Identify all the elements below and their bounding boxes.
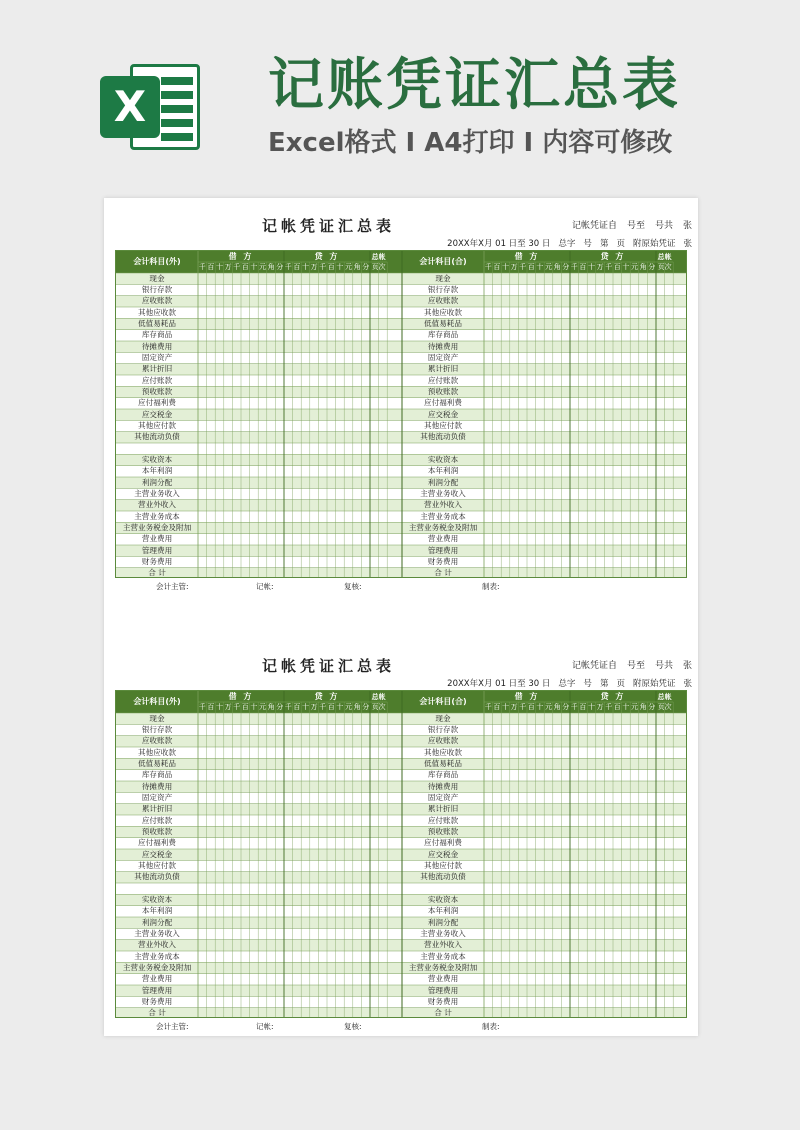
footer-signature-label: 复核: <box>344 1022 362 1031</box>
amount-unit-header: 百 <box>327 263 335 271</box>
account-label: 应付账款 <box>141 815 173 825</box>
account-label: 待摊费用 <box>427 341 459 351</box>
amount-unit-header: 千 <box>198 263 206 271</box>
amount-unit-header: 千 <box>570 263 578 271</box>
account-label: 累计折旧 <box>141 804 173 814</box>
account-label: 应收账款 <box>427 736 459 746</box>
amount-unit-header: 角 <box>353 703 361 711</box>
amount-unit-header: 元 <box>544 703 552 711</box>
footer-signature-label: 制表: <box>482 582 500 591</box>
right-subject-header: 会计科目(合) <box>419 257 467 266</box>
account-label: 管理费用 <box>427 985 459 995</box>
amount-unit-header: 百 <box>327 703 335 711</box>
debit-header: 借 方 <box>514 692 540 701</box>
amount-unit-header: 元 <box>258 703 266 711</box>
account-label: 待摊费用 <box>141 341 173 351</box>
voucher-meta-field: 号至 <box>626 661 645 671</box>
debit-header: 借 方 <box>228 252 254 261</box>
account-label: 管理费用 <box>427 545 459 555</box>
account-label: 预收账款 <box>141 826 173 836</box>
account-label: 银行存款 <box>427 284 459 294</box>
account-label: 主营业务成本 <box>420 511 466 521</box>
amount-unit-header: 十 <box>301 263 309 271</box>
amount-unit-header: 千 <box>605 263 613 271</box>
amount-unit-header: 十 <box>336 703 344 711</box>
amount-unit-header: 十 <box>215 263 223 271</box>
amount-unit-header: 百 <box>527 703 535 711</box>
account-label: 库存商品 <box>141 770 173 780</box>
account-label: 其他应收款 <box>424 747 462 757</box>
account-label: 现金 <box>149 713 165 723</box>
voucher-date: 20XX年X月 01 日至 30 日 <box>447 679 551 689</box>
amount-unit-header: 角 <box>353 263 361 271</box>
amount-unit-header: 千 <box>519 263 527 271</box>
account-label: 库存商品 <box>427 330 459 340</box>
voucher-date-line <box>447 678 692 690</box>
footer-signature-label: 记帐: <box>256 582 274 591</box>
voucher-date-line <box>447 238 692 250</box>
account-label: 实收资本 <box>427 894 459 904</box>
amount-unit-header: 十 <box>501 703 509 711</box>
amount-unit-header: 万 <box>510 703 518 711</box>
voucher-meta-field: 张 <box>682 661 692 671</box>
account-label: 其他应付款 <box>424 860 462 870</box>
amount-unit-header: 分 <box>562 263 570 271</box>
account-label: 应交税金 <box>427 409 459 419</box>
amount-unit-header: 百 <box>493 703 501 711</box>
account-label: 财务费用 <box>427 556 459 566</box>
account-label: 主营业务收入 <box>420 928 466 938</box>
account-label: 实收资本 <box>427 454 459 464</box>
account-label: 预收账款 <box>427 826 459 836</box>
account-label: 其他应收款 <box>424 307 462 317</box>
amount-unit-header: 百 <box>527 263 535 271</box>
account-label: 营业外收入 <box>138 940 176 950</box>
amount-unit-header: 十 <box>587 703 595 711</box>
amount-unit-header: 万 <box>224 703 232 711</box>
amount-unit-header: 千 <box>233 263 241 271</box>
amount-unit-header: 百 <box>207 263 215 271</box>
account-label: 主营业务税金及附加 <box>122 522 192 532</box>
account-label: 管理费用 <box>141 545 173 555</box>
amount-unit-header: 元 <box>344 263 352 271</box>
voucher-title: 记帐凭证汇总表 <box>262 657 396 675</box>
account-label: 营业外收入 <box>424 500 462 510</box>
ledger-page-header: 页次 <box>371 263 386 271</box>
amount-unit-header: 分 <box>362 703 370 711</box>
account-label: 应交税金 <box>141 849 173 859</box>
account-label: 应付福利费 <box>138 398 176 408</box>
ledger-header: 总帐 <box>657 253 672 261</box>
debit-header: 借 方 <box>228 692 254 701</box>
amount-unit-header: 十 <box>501 263 509 271</box>
account-label: 待摊费用 <box>427 781 459 791</box>
footer-signature-label: 复核: <box>344 582 362 591</box>
amount-unit-header: 百 <box>241 703 249 711</box>
credit-header: 贷 方 <box>314 692 340 701</box>
account-label: 营业费用 <box>141 974 173 984</box>
account-label: 本年利润 <box>427 466 459 476</box>
account-label: 现金 <box>149 273 165 283</box>
voucher-meta-field: 张 <box>682 221 692 231</box>
account-label: 营业费用 <box>427 974 459 984</box>
account-label: 主营业务收入 <box>134 928 180 938</box>
account-label: 主营业务成本 <box>134 511 180 521</box>
account-label: 库存商品 <box>141 330 173 340</box>
amount-unit-header: 千 <box>570 703 578 711</box>
amount-unit-header: 分 <box>562 703 570 711</box>
voucher-form-2 <box>104 656 698 1056</box>
account-label: 实收资本 <box>141 894 173 904</box>
amount-unit-header: 万 <box>596 263 604 271</box>
account-label: 财务费用 <box>141 556 173 566</box>
account-label: 本年利润 <box>141 466 173 476</box>
voucher-meta-field: 记帐凭证自 <box>571 221 617 231</box>
amount-unit-header: 百 <box>579 263 587 271</box>
amount-unit-header: 角 <box>639 703 647 711</box>
account-label: 合 计 <box>434 568 452 578</box>
account-label: 低值易耗品 <box>138 758 176 768</box>
account-label: 应收账款 <box>141 296 173 306</box>
amount-unit-header: 百 <box>207 703 215 711</box>
amount-unit-header: 十 <box>336 263 344 271</box>
voucher-date-field: 号 <box>583 239 592 249</box>
ledger-header: 总帐 <box>371 693 386 701</box>
voucher-date-field: 页 <box>616 679 625 689</box>
amount-unit-header: 万 <box>310 703 318 711</box>
amount-unit-header: 角 <box>639 263 647 271</box>
account-label: 财务费用 <box>141 996 173 1006</box>
voucher-title: 记帐凭证汇总表 <box>262 217 396 235</box>
account-label: 其他流动负债 <box>420 872 466 882</box>
amount-unit-header: 千 <box>198 703 206 711</box>
account-label: 主营业务收入 <box>134 488 180 498</box>
ledger-page-header: 页次 <box>371 703 386 711</box>
amount-unit-header: 角 <box>267 703 275 711</box>
account-label: 固定资产 <box>141 792 173 802</box>
amount-unit-header: 百 <box>613 703 621 711</box>
account-label: 银行存款 <box>427 724 459 734</box>
voucher-meta-field: 记帐凭证自 <box>571 661 617 671</box>
voucher-date-field: 号 <box>583 679 592 689</box>
amount-unit-header: 十 <box>587 263 595 271</box>
amount-unit-header: 百 <box>293 263 301 271</box>
credit-header: 贷 方 <box>314 252 340 261</box>
amount-unit-header: 元 <box>544 263 552 271</box>
footer-signature-label: 会计主管: <box>156 582 189 591</box>
account-label: 累计折旧 <box>427 364 459 374</box>
account-label: 应收账款 <box>141 736 173 746</box>
amount-unit-header: 十 <box>215 703 223 711</box>
amount-unit-header: 万 <box>596 703 604 711</box>
voucher-date-field: 总字 <box>558 679 576 689</box>
voucher-number-range <box>562 660 692 672</box>
excel-x-badge: X <box>100 76 160 138</box>
account-label: 待摊费用 <box>141 781 173 791</box>
account-label: 现金 <box>435 273 451 283</box>
amount-unit-header: 万 <box>510 263 518 271</box>
debit-header: 借 方 <box>514 252 540 261</box>
amount-unit-header: 分 <box>362 263 370 271</box>
account-label: 营业费用 <box>141 534 173 544</box>
footer-signature-label: 会计主管: <box>156 1022 189 1031</box>
left-subject-header: 会计科目(外) <box>133 257 181 266</box>
account-label: 营业外收入 <box>138 500 176 510</box>
account-label: 预收账款 <box>427 386 459 396</box>
amount-unit-header: 千 <box>319 263 327 271</box>
account-label: 其他应付款 <box>138 420 176 430</box>
voucher-date-field: 总字 <box>558 239 576 249</box>
account-label: 应付福利费 <box>138 838 176 848</box>
summary-table <box>115 690 687 1018</box>
amount-unit-header: 千 <box>284 263 292 271</box>
ledger-header: 总帐 <box>657 693 672 701</box>
account-label: 其他应付款 <box>424 420 462 430</box>
ledger-header: 总帐 <box>371 253 386 261</box>
account-label: 其他应收款 <box>138 747 176 757</box>
banner-subtitle: Excel格式 I A4打印 I 内容可修改 <box>268 128 673 158</box>
voucher-date: 20XX年X月 01 日至 30 日 <box>447 239 551 249</box>
amount-unit-header: 千 <box>484 263 492 271</box>
account-label: 应付账款 <box>427 375 459 385</box>
footer-signature-label: 制表: <box>482 1022 500 1031</box>
account-label: 其他流动负债 <box>134 432 180 442</box>
account-label: 主营业务税金及附加 <box>408 522 478 532</box>
account-label: 低值易耗品 <box>424 758 462 768</box>
voucher-meta-field: 号共 <box>654 221 673 231</box>
account-label: 应收账款 <box>427 296 459 306</box>
amount-unit-header: 角 <box>553 703 561 711</box>
amount-unit-header: 十 <box>250 703 258 711</box>
account-label: 主营业务税金及附加 <box>122 962 192 972</box>
amount-unit-header: 十 <box>622 703 630 711</box>
amount-unit-header: 分 <box>648 703 656 711</box>
account-label: 本年利润 <box>427 906 459 916</box>
account-label: 其他应收款 <box>138 307 176 317</box>
account-label: 低值易耗品 <box>424 318 462 328</box>
account-label: 利润分配 <box>427 477 459 487</box>
account-label: 现金 <box>435 713 451 723</box>
right-subject-header: 会计科目(合) <box>419 697 467 706</box>
account-label: 应交税金 <box>427 849 459 859</box>
amount-unit-header: 十 <box>250 263 258 271</box>
account-label: 银行存款 <box>141 724 173 734</box>
voucher-date-field: 第 <box>599 679 609 689</box>
voucher-date-field: 页 <box>616 239 625 249</box>
account-label: 利润分配 <box>141 917 173 927</box>
amount-unit-header: 百 <box>579 703 587 711</box>
account-label: 其他流动负债 <box>420 432 466 442</box>
voucher-meta-field: 号共 <box>654 661 673 671</box>
account-label: 合 计 <box>148 568 166 578</box>
amount-unit-header: 分 <box>276 703 284 711</box>
account-label: 预收账款 <box>141 386 173 396</box>
amount-unit-header: 角 <box>267 263 275 271</box>
amount-unit-header: 十 <box>301 703 309 711</box>
voucher-date-field: 附原始凭证 <box>632 679 676 689</box>
account-label: 利润分配 <box>141 477 173 487</box>
account-label: 主营业务税金及附加 <box>408 962 478 972</box>
banner-title: 记账凭证汇总表 <box>268 53 681 118</box>
account-label: 固定资产 <box>141 352 173 362</box>
amount-unit-header: 分 <box>276 263 284 271</box>
excel-logo-icon <box>100 60 204 156</box>
amount-unit-header: 百 <box>241 263 249 271</box>
account-label: 实收资本 <box>141 454 173 464</box>
account-label: 库存商品 <box>427 770 459 780</box>
account-label: 其他流动负债 <box>134 872 180 882</box>
account-label: 财务费用 <box>427 996 459 1006</box>
ledger-page-header: 页次 <box>657 703 672 711</box>
account-label: 银行存款 <box>141 284 173 294</box>
amount-unit-header: 千 <box>519 703 527 711</box>
account-label: 本年利润 <box>141 906 173 916</box>
amount-unit-header: 元 <box>258 263 266 271</box>
account-label: 营业费用 <box>427 534 459 544</box>
account-label: 固定资产 <box>427 352 459 362</box>
account-label: 其他应付款 <box>138 860 176 870</box>
footer-signature-label: 记帐: <box>256 1022 274 1031</box>
account-label: 管理费用 <box>141 985 173 995</box>
voucher-number-range <box>562 220 692 232</box>
account-label: 营业外收入 <box>424 940 462 950</box>
amount-unit-header: 百 <box>613 263 621 271</box>
amount-unit-header: 十 <box>536 703 544 711</box>
document-page <box>104 198 698 1036</box>
voucher-date-field: 附原始凭证 <box>632 239 676 249</box>
account-label: 应付账款 <box>427 815 459 825</box>
voucher-date-field: 第 <box>599 239 609 249</box>
amount-unit-header: 千 <box>605 703 613 711</box>
amount-unit-header: 千 <box>284 703 292 711</box>
account-label: 应付账款 <box>141 375 173 385</box>
account-label: 合 计 <box>148 1008 166 1018</box>
ledger-page-header: 页次 <box>657 263 672 271</box>
amount-unit-header: 十 <box>536 263 544 271</box>
account-label: 合 计 <box>434 1008 452 1018</box>
account-label: 应付福利费 <box>424 398 462 408</box>
account-label: 利润分配 <box>427 917 459 927</box>
credit-header: 贷 方 <box>600 692 626 701</box>
account-label: 固定资产 <box>427 792 459 802</box>
voucher-date-field: 张 <box>683 679 692 689</box>
account-label: 主营业务成本 <box>420 951 466 961</box>
summary-table <box>115 250 687 578</box>
account-label: 主营业务成本 <box>134 951 180 961</box>
amount-unit-header: 百 <box>293 703 301 711</box>
amount-unit-header: 千 <box>319 703 327 711</box>
amount-unit-header: 角 <box>553 263 561 271</box>
voucher-meta-field: 号至 <box>626 221 645 231</box>
account-label: 累计折旧 <box>141 364 173 374</box>
amount-unit-header: 百 <box>493 263 501 271</box>
voucher-date-field: 张 <box>683 239 692 249</box>
amount-unit-header: 万 <box>310 263 318 271</box>
amount-unit-header: 分 <box>648 263 656 271</box>
amount-unit-header: 元 <box>630 263 638 271</box>
voucher-form-1 <box>104 216 698 616</box>
amount-unit-header: 万 <box>224 263 232 271</box>
account-label: 主营业务收入 <box>420 488 466 498</box>
amount-unit-header: 元 <box>630 703 638 711</box>
amount-unit-header: 千 <box>233 703 241 711</box>
account-label: 应交税金 <box>141 409 173 419</box>
credit-header: 贷 方 <box>600 252 626 261</box>
amount-unit-header: 十 <box>622 263 630 271</box>
amount-unit-header: 千 <box>484 703 492 711</box>
account-label: 应付福利费 <box>424 838 462 848</box>
amount-unit-header: 元 <box>344 703 352 711</box>
account-label: 累计折旧 <box>427 804 459 814</box>
account-label: 低值易耗品 <box>138 318 176 328</box>
left-subject-header: 会计科目(外) <box>133 697 181 706</box>
